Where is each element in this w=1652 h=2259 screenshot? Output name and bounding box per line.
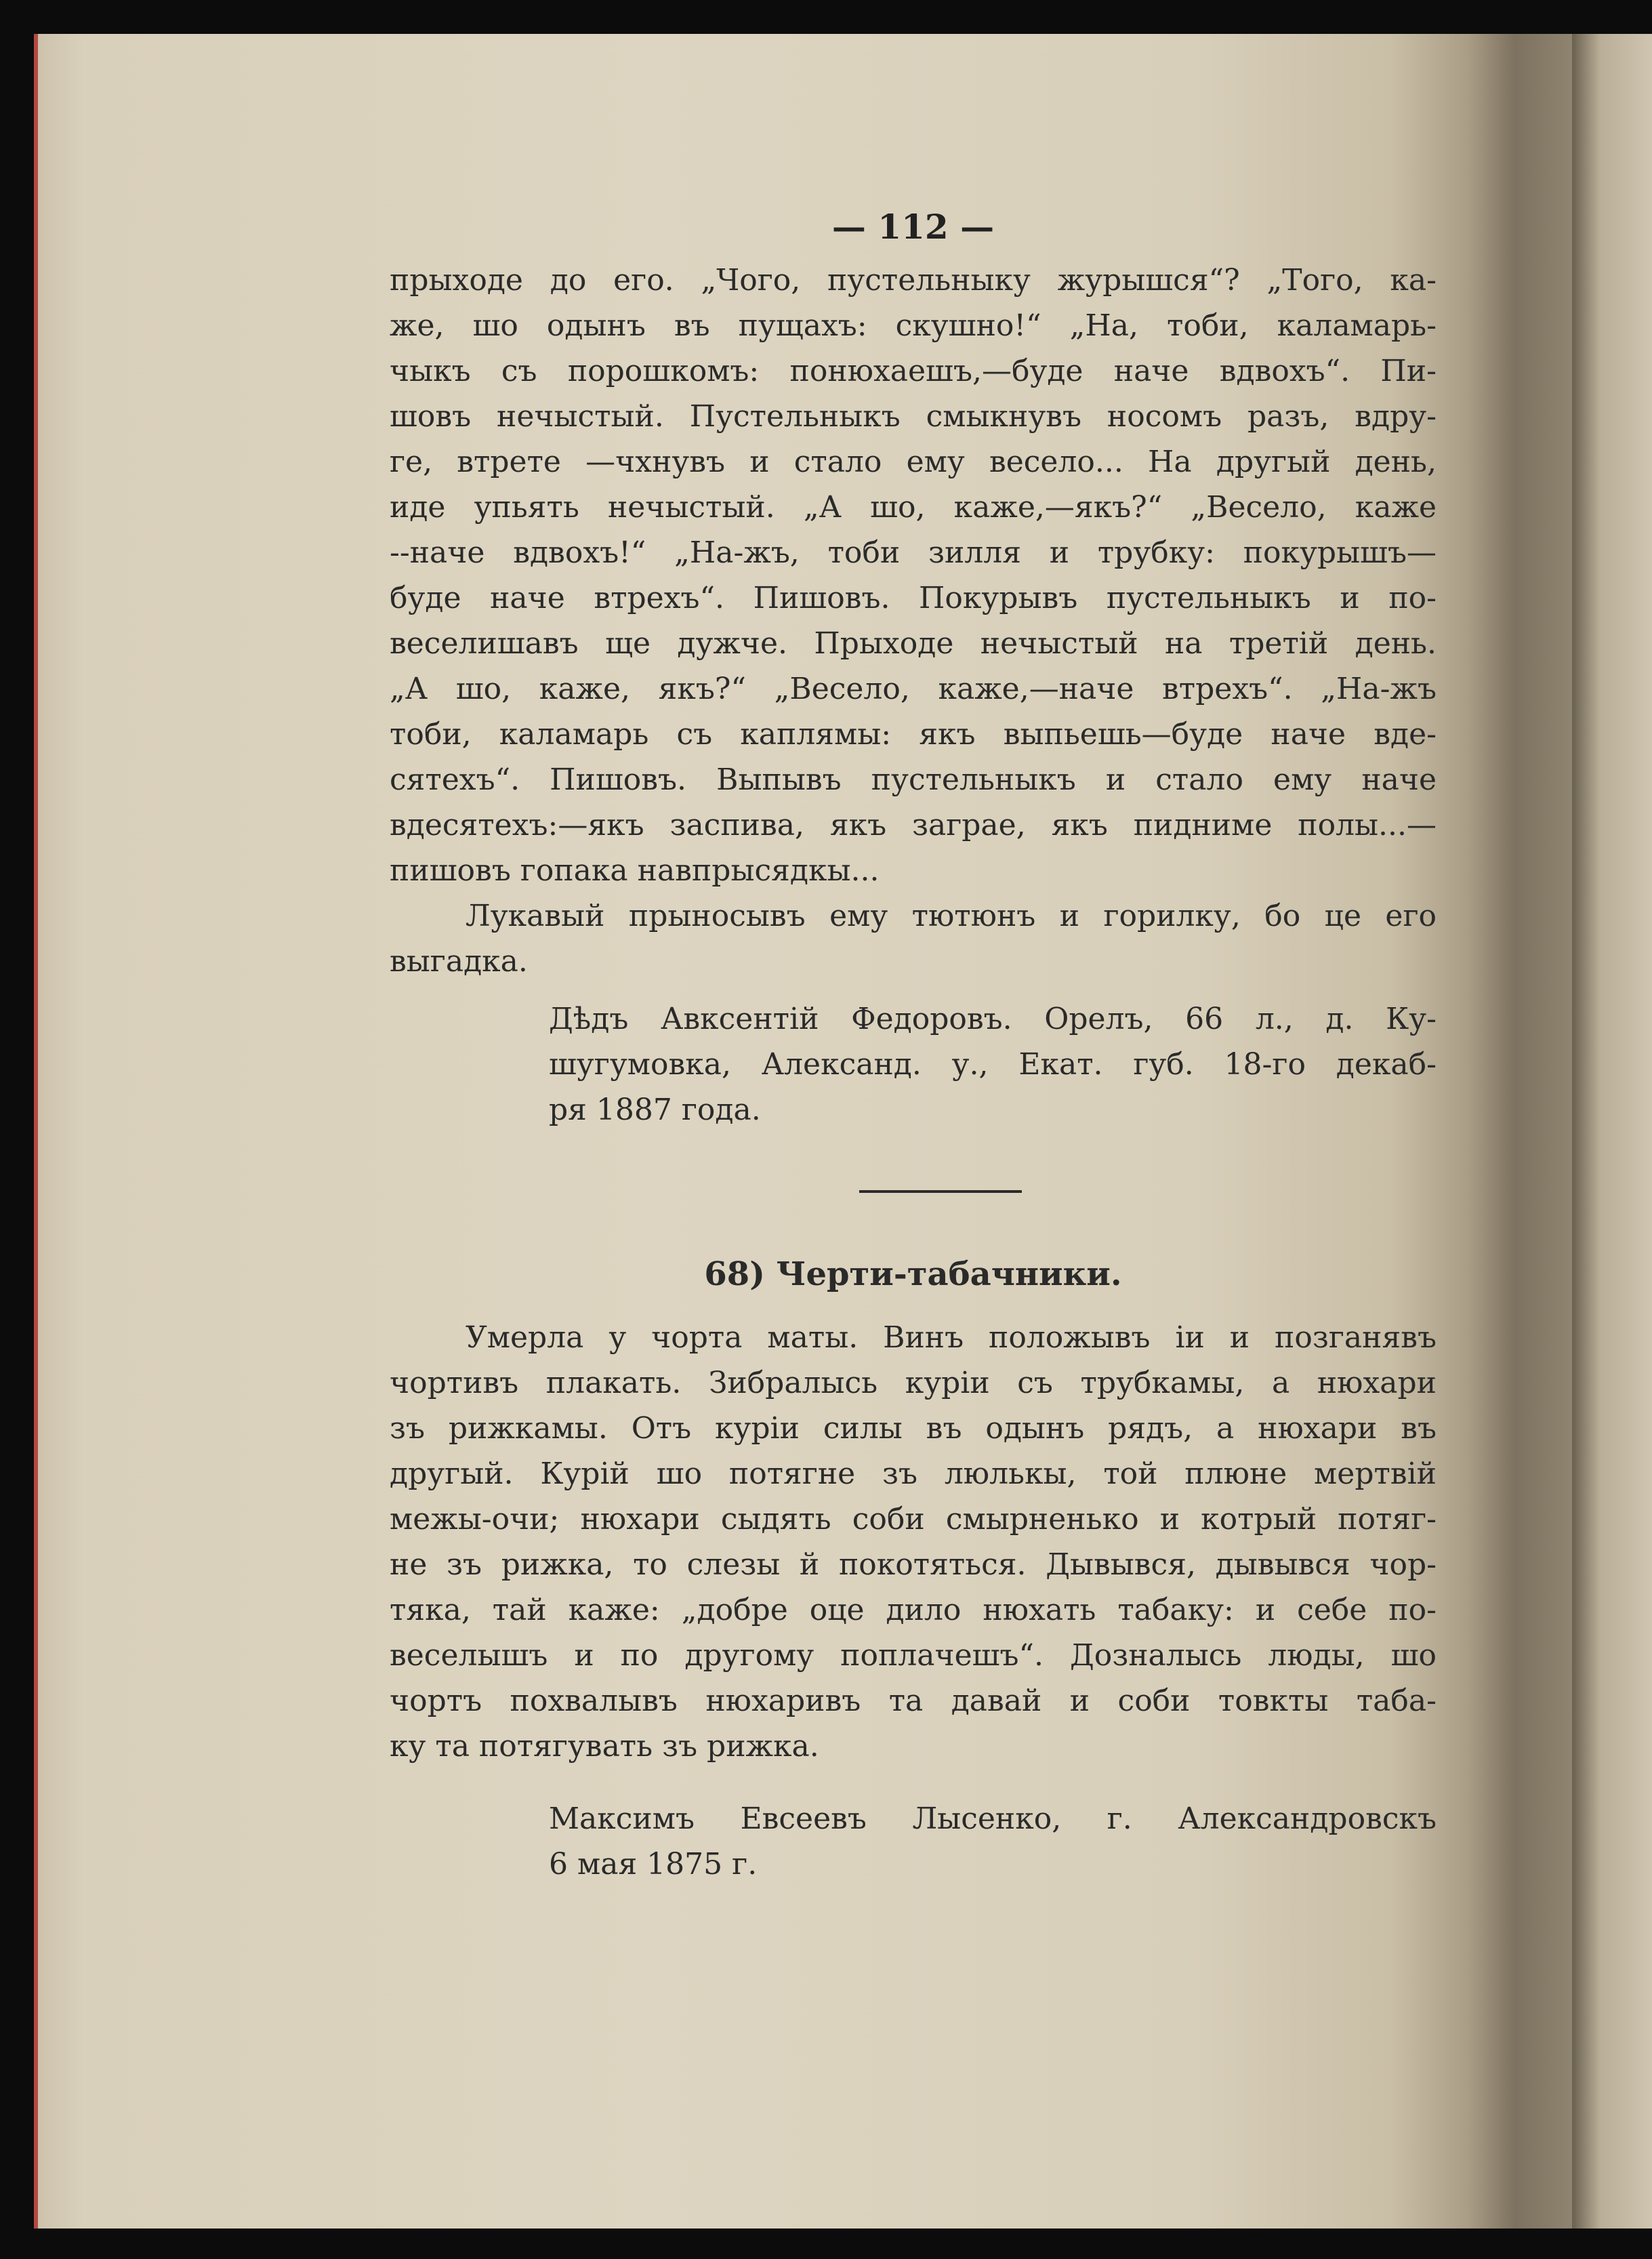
story2-body xyxy=(390,1315,1437,1769)
text-line: чыкъ съ порошкомъ: понюхаешъ,—буде наче вдвохъ“. Пи- xyxy=(390,354,1437,388)
text-line: чортъ похвалывъ нюхаривъ та давай и соби товкты таба- xyxy=(390,1684,1437,1718)
text-line: прыходе до его. „Чого, пустельныку журышся“? „Того, ка- xyxy=(390,263,1437,298)
signature-line: Дѣдъ Авксентій Федоровъ. Орелъ, 66 л., д. Ку- xyxy=(549,1002,1437,1036)
text-line: „А шо, каже, якъ?“ „Весело, каже,—наче втрехъ“. „На-жъ xyxy=(390,672,1437,706)
signature-line: ря 1887 года. xyxy=(549,1093,761,1127)
facing-page-edge xyxy=(1572,34,1652,2229)
signature-line: 6 мая 1875 г. xyxy=(549,1847,758,1881)
text-line: иде упьять нечыстый. „А шо, каже,—якъ?“ „Весело, каже xyxy=(390,490,1437,525)
text-line: буде наче втрехъ“. Пишовъ. Покурывъ пустельныкъ и по- xyxy=(390,581,1437,615)
text-line: тоби, каламарь съ каплямы: якъ выпьешь—буде наче вде- xyxy=(390,717,1437,752)
section-divider xyxy=(859,1190,1022,1193)
text-line: пишовъ гопака навпрысядкы... xyxy=(390,853,880,888)
text-line: ге, втрете —чхнувъ и стало ему весело... На другый день, xyxy=(390,445,1437,479)
text-line: межы-очи; нюхари сыдять соби смырненько и котрый потяг- xyxy=(390,1502,1437,1536)
story2-signature xyxy=(390,1796,1437,1887)
text-line: не зъ рижка, то слезы й покотяться. Дывывся, дывывся чор- xyxy=(390,1547,1437,1582)
text-line: Умерла у чорта маты. Винъ положывъ іи и позганявъ xyxy=(466,1320,1437,1355)
text-line: выгадка. xyxy=(390,944,528,979)
text-line: тяка, тай каже: „добре оце дило нюхать табаку: и себе по- xyxy=(390,1593,1437,1627)
text-line: зъ рижкамы. Отъ куріи силы въ одынъ рядъ, а нюхари въ xyxy=(390,1411,1437,1446)
page-number: — 112 — xyxy=(831,207,995,247)
story1-signature xyxy=(390,996,1437,1133)
story2-heading: 68) Черти-табачники. xyxy=(704,1255,1122,1293)
text-line: другый. Курій шо потягне зъ люлькы, той плюне мертвій xyxy=(390,1457,1437,1491)
text-line: чортивъ плакать. Зибралысь куріи съ трубкамы, а нюхари xyxy=(390,1366,1437,1400)
text-line: сятехъ“. Пишовъ. Выпывъ пустельныкъ и стало ему наче xyxy=(390,762,1437,797)
text-line: вдесятехъ:—якъ заспива, якъ заграе, якъ пидниме полы...— xyxy=(390,808,1437,842)
text-line: Лукавый прыносывъ ему тютюнъ и горилку, бо це его xyxy=(466,899,1437,933)
text-line: веселишавъ ще дужче. Прыходе нечыстый на третій день. xyxy=(390,626,1437,661)
signature-line: Максимъ Евсеевъ Лысенко, г. Александровскъ xyxy=(549,1802,1437,1836)
story1-body xyxy=(390,258,1437,893)
text-line: же, шо одынъ въ пущахъ: скушно!“ „На, тоби, каламарь- xyxy=(390,308,1437,343)
text-line: --наче вдвохъ!“ „На-жъ, тоби зилля и трубку: покурышъ— xyxy=(390,535,1437,570)
text-line: шовъ нечыстый. Пустельныкъ смыкнувъ носомъ разъ, вдру- xyxy=(390,399,1437,434)
text-line: ку та потягувать зъ рижка. xyxy=(390,1729,819,1764)
text-line: веселышъ и по другому поплачешъ“. Дозналысь люды, шо xyxy=(390,1638,1437,1673)
page-text xyxy=(390,207,1437,1887)
signature-line: шугумовка, Александ. у., Екат. губ. 18-го декаб- xyxy=(549,1047,1437,1082)
story1-paragraph-2 xyxy=(390,893,1437,984)
